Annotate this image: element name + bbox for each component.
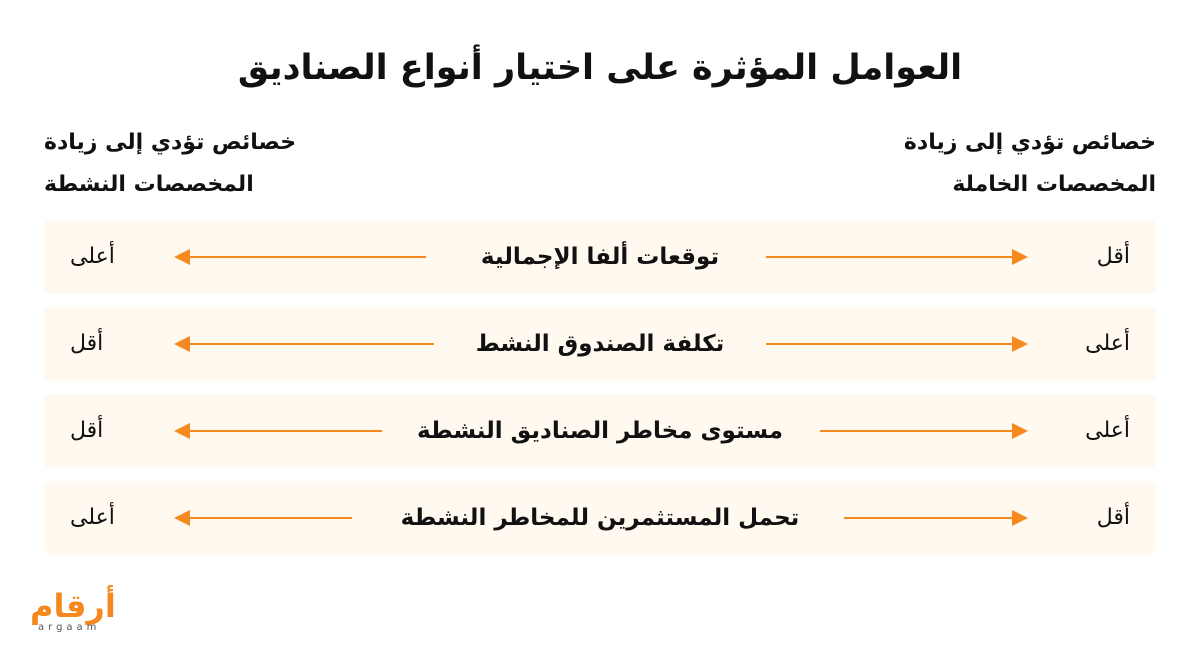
factor-label: مستوى مخاطر الصناديق النشطة	[416, 418, 784, 444]
active-side-value: أقل	[70, 331, 104, 356]
active-side-value: أعلى	[70, 244, 115, 269]
passive-side-value: أعلى	[1085, 331, 1130, 356]
factor-row	[44, 394, 1156, 468]
factor-row	[44, 220, 1156, 294]
page-title: العوامل المؤثرة على اختيار أنواع الصناديق	[237, 48, 963, 88]
column-header-passive	[856, 122, 1156, 206]
active-side-value: أقل	[70, 418, 104, 443]
logo-subtext: argaam	[38, 622, 101, 633]
factor-label: توقعات ألفا الإجمالية	[480, 244, 720, 270]
active-side-value: أعلى	[70, 505, 115, 530]
arrow-left-icon	[174, 507, 352, 529]
arrow-left-icon	[174, 420, 382, 442]
column-header-active-line2: المخصصات النشطة	[44, 172, 254, 197]
argaam-logo	[30, 588, 140, 638]
factor-row	[44, 307, 1156, 381]
column-header-active-line1: خصائص تؤدي إلى زيادة	[44, 130, 297, 155]
column-header-passive-line2: المخصصات الخاملة	[952, 172, 1156, 197]
passive-side-value: أقل	[1096, 505, 1130, 530]
factor-row	[44, 481, 1156, 555]
logo-text: أرقام	[30, 587, 116, 625]
passive-side-value: أعلى	[1085, 418, 1130, 443]
arrow-left-icon	[174, 333, 434, 355]
factor-label: تحمل المستثمرين للمخاطر النشطة	[400, 505, 800, 531]
column-header-passive-line1: خصائص تؤدي إلى زيادة	[903, 130, 1156, 155]
factor-label: تكلفة الصندوق النشط	[475, 331, 725, 357]
column-header-active	[44, 122, 344, 206]
arrow-left-icon	[174, 246, 426, 268]
passive-side-value: أقل	[1096, 244, 1130, 269]
